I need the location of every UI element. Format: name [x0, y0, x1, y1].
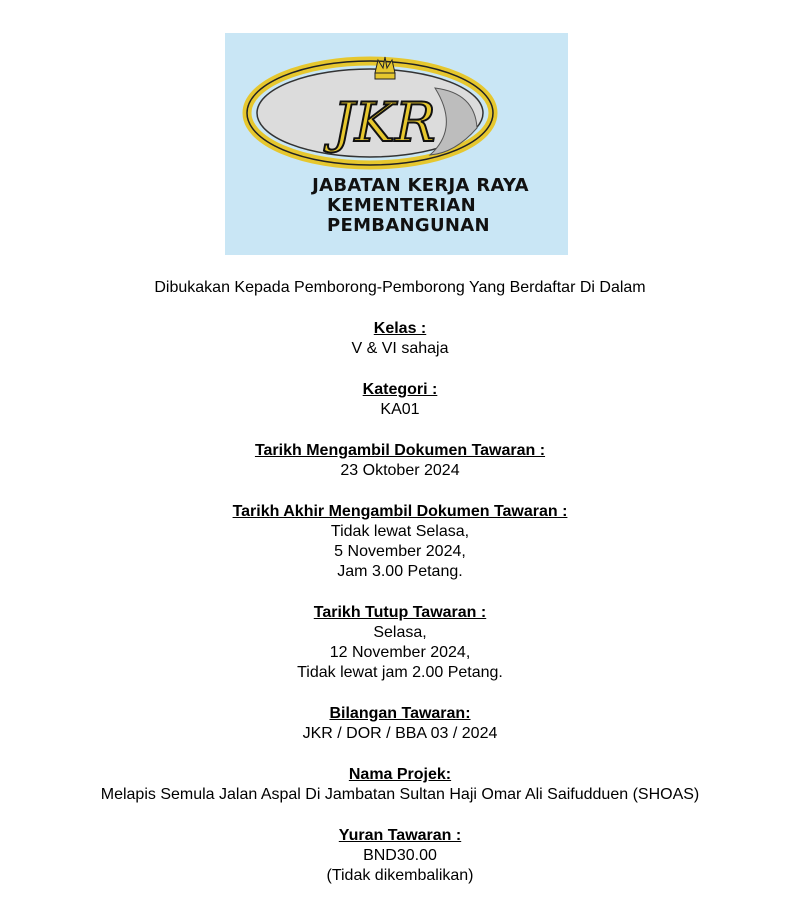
intro-text: Dibukakan Kepada Pemborong-Pemborong Yang Berdaftar Di Dalam: [154, 279, 646, 296]
section: [0, 502, 800, 582]
tender-notice: [0, 278, 800, 907]
emblem-text: JKR: [333, 91, 436, 154]
section-value: V & VI sahaja: [351, 340, 449, 357]
section-heading: Tarikh Tutup Tawaran :: [313, 604, 487, 621]
section-value: Tidak lewat jam 2.00 Petang.: [297, 664, 503, 681]
org-name: [225, 176, 568, 236]
section-value: (Tidak dikembalikan): [326, 867, 474, 884]
section-heading: Bilangan Tawaran:: [329, 705, 471, 722]
section-heading: Kategori :: [362, 381, 438, 398]
section-heading: Tarikh Mengambil Dokumen Tawaran :: [254, 442, 546, 459]
org-line-1: JABATAN KERJA RAYA: [312, 175, 529, 196]
section: [0, 319, 800, 359]
crown-icon: [375, 57, 395, 79]
section-value: Tidak lewat Selasa,: [330, 523, 470, 540]
section: [0, 380, 800, 420]
org-line-2: KEMENTERIAN: [327, 195, 476, 216]
section: [0, 704, 800, 744]
section-value: Melapis Semula Jalan Aspal Di Jambatan Sultan Haji Omar Ali Saifudduen (SHOAS): [100, 786, 700, 803]
section-heading: Yuran Tawaran :: [338, 827, 462, 844]
section-value: Selasa,: [373, 624, 427, 641]
jkr-logo: [225, 33, 568, 255]
section-value: KA01: [380, 401, 420, 418]
section: [0, 826, 800, 886]
sections: [0, 319, 800, 886]
section-heading: Tarikh Akhir Mengambil Dokumen Tawaran :: [232, 503, 568, 520]
section-value: JKR / DOR / BBA 03 / 2024: [302, 725, 498, 742]
section-value: Jam 3.00 Petang.: [337, 563, 463, 580]
section: [0, 603, 800, 683]
section-heading: Nama Projek:: [348, 766, 452, 783]
section-value: BND30.00: [363, 847, 437, 864]
section: [0, 765, 800, 805]
section-value: 5 November 2024,: [334, 543, 466, 560]
section-heading: Kelas :: [373, 320, 427, 337]
section-value: 23 Oktober 2024: [340, 462, 460, 479]
section-value: 12 November 2024,: [329, 644, 471, 661]
org-line-3: PEMBANGUNAN: [327, 215, 490, 236]
section: [0, 441, 800, 481]
